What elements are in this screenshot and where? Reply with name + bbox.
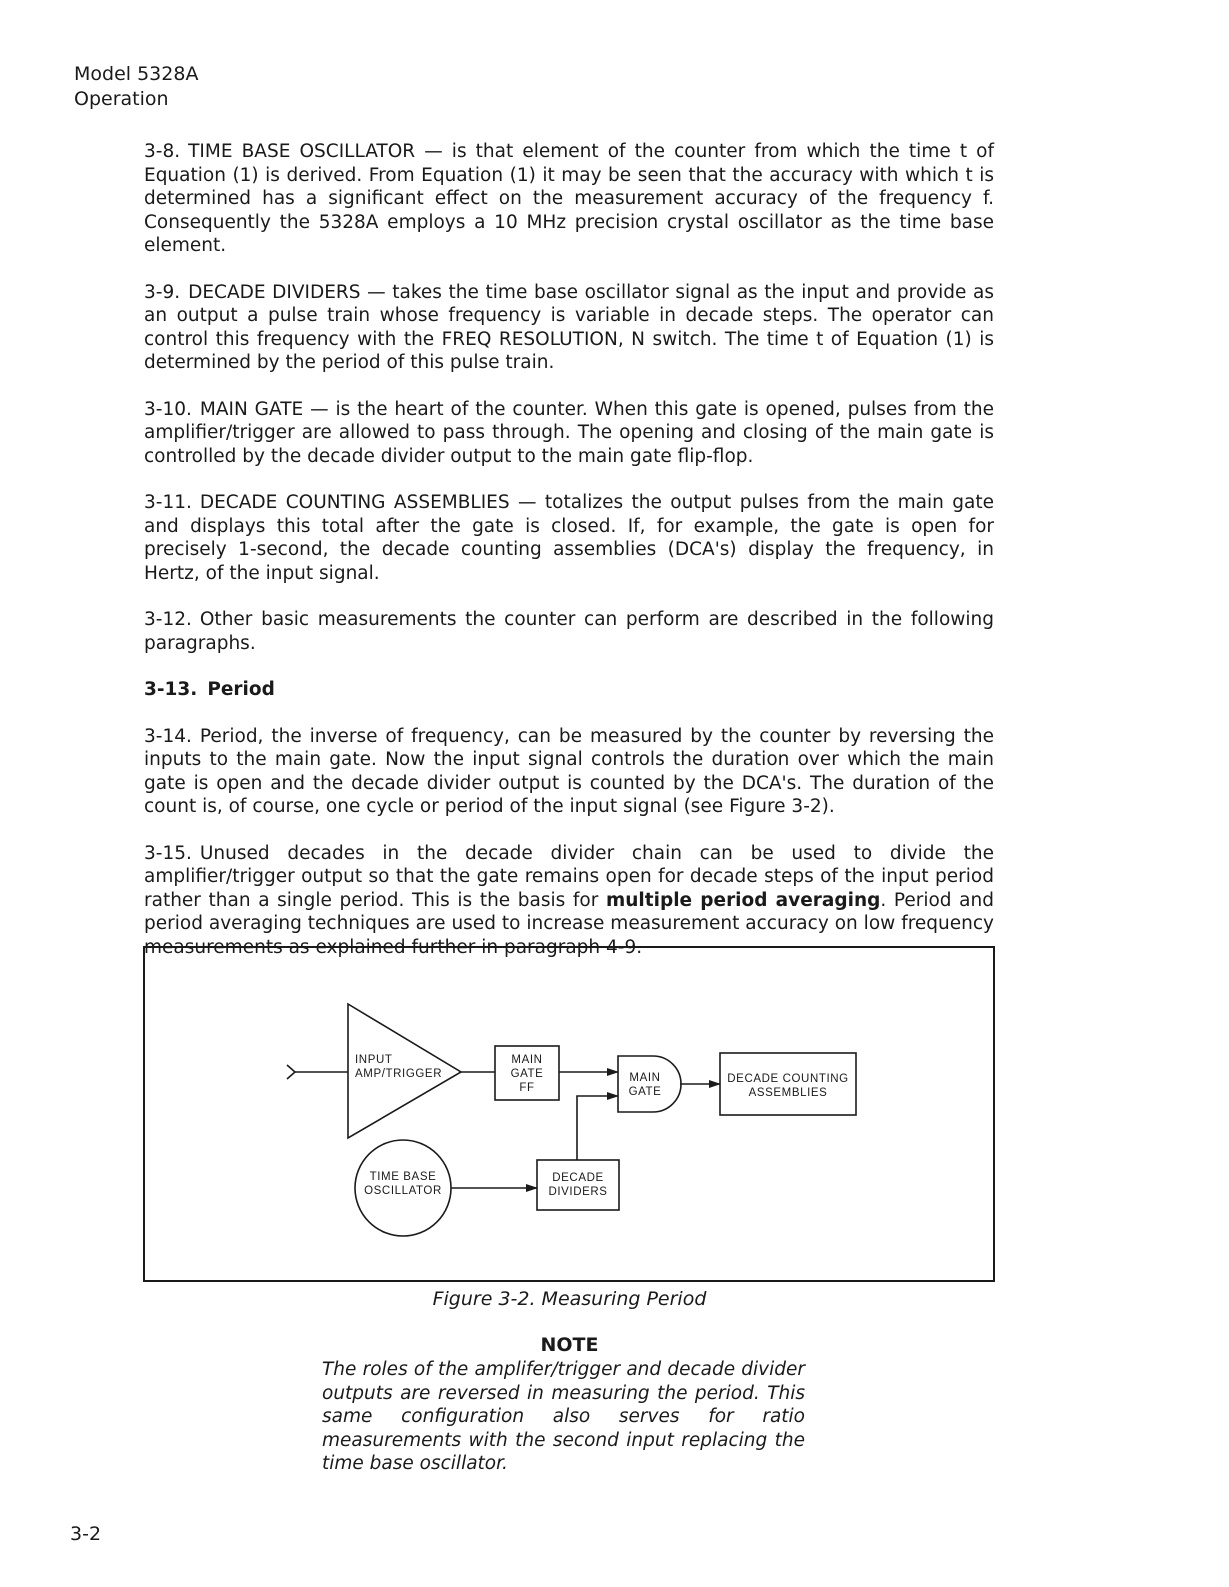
paragraph-text: Period, the inverse of frequency, can be measured by the counter by reversing the inputs to the main gate. Now the input signal controls the duration over which the main gate is open and the decade divider output is counted by the DCA's. The duration of the count is, of course, one cycle or period of the input signal (see Figure 3-2). <box>144 725 994 817</box>
dca-label-line1: DECADE COUNTING <box>727 1073 849 1085</box>
paragraph-text: TIME BASE OSCILLATOR — is that element of the counter from which the time t of Equation (1) is derived. From Equation (1) it may be seen that the accuracy with which t is determined has a significant effect on the measurement accuracy of the frequency f. Consequently the 5328A employs a 10 MHz precision crystal oscillator as the time base element. <box>144 141 994 256</box>
gate-label-line1: MAIN <box>629 1072 661 1084</box>
paragraph-3-10 <box>144 398 994 469</box>
paragraph-number: 3-10. <box>144 398 192 420</box>
input-terminal-symbol <box>287 1065 295 1079</box>
paragraph-3-14 <box>144 725 994 819</box>
paragraph-3-9 <box>144 281 994 375</box>
paragraph-3-15 <box>144 842 994 960</box>
tbo-label-line2: OSCILLATOR <box>364 1185 442 1197</box>
ff-label-line3: FF <box>519 1082 535 1094</box>
page-number: 3-2 <box>70 1523 102 1545</box>
note-title: NOTE <box>540 1334 599 1356</box>
paragraph-number: 3-9. <box>144 281 181 303</box>
paragraph-text: Other basic measurements the counter can perform are described in the following paragraphs. <box>144 609 994 654</box>
paragraph-bold-term: multiple period averaging <box>605 889 881 911</box>
paragraph-3-8 <box>144 140 994 258</box>
paragraph-number: 3-11. <box>144 492 192 513</box>
main-gate-block <box>618 1056 681 1112</box>
section-heading-title: Period <box>207 679 275 700</box>
section-label: Operation <box>74 88 169 110</box>
paragraph-text: DECADE COUNTING ASSEMBLIES — totalizes the output pulses from the main gate and displays this total after the gate is closed. If, for example, the gate is open for precisely 1-second, the decade counting assemblies (DCA's) display the frequency, in Hertz, of the input signal. <box>144 492 994 584</box>
ff-label-line2: GATE <box>510 1068 544 1080</box>
note-text: The roles of the amplifer/trigger and decade divider outputs are reversed in measuring the period. This same configuration also serves for ratio measurements with the second input replacing the time base oscillator. <box>322 1359 805 1474</box>
paragraph-number: 3-15. <box>144 842 192 864</box>
paragraph-number: 3-8. <box>144 141 181 162</box>
paragraph-number: 3-12. <box>144 609 192 630</box>
paragraph-number: 3-14. <box>144 725 192 747</box>
section-heading-number: 3-13. <box>144 679 198 700</box>
dividers-to-gate-arrow <box>577 1096 618 1160</box>
section-heading <box>144 678 994 702</box>
dd-label-line1: DECADE <box>552 1172 604 1184</box>
model-label: Model 5328A <box>74 63 199 85</box>
dd-label-line2: DIVIDERS <box>548 1186 608 1198</box>
paragraph-text-after: . Period and period averaging techniques are used to increase measurement accuracy on low frequency measurements as explained further in paragraph 4-9. <box>144 889 994 958</box>
figure-3-2 <box>143 946 995 1282</box>
body-text <box>144 140 994 982</box>
paragraph-text: MAIN GATE — is the heart of the counter. When this gate is opened, pulses from the amplifier/trigger are allowed to pass through. The opening and closing of the main gate is controlled by the decade divider output to the main gate flip-flop. <box>144 398 994 467</box>
figure-caption: Figure 3-2. Measuring Period <box>432 1288 707 1310</box>
paragraph-text: DECADE DIVIDERS — takes the time base oscillator signal as the input and provide as an output a pulse train whose frequency is variable in decade steps. The operator can control this frequency with the FREQ RESOLUTION, N switch. The time t of Equation (1) is determined by the period of this pulse train. <box>144 281 994 373</box>
paragraph-3-11 <box>144 491 994 585</box>
amp-label-line2: AMP/TRIGGER <box>355 1068 443 1080</box>
amp-label-line1: INPUT <box>355 1054 393 1066</box>
block-diagram <box>145 948 997 1284</box>
page-header <box>74 62 198 112</box>
decade-dividers-block <box>537 1160 619 1210</box>
paragraph-text-before: Unused decades in the decade divider chain can be used to divide the amplifier/trigger output so that the gate remains open for decade steps of the input period rather than a single period. This is the basis for <box>144 842 994 911</box>
gate-label-line2: GATE <box>628 1086 662 1098</box>
tbo-label-line1: TIME BASE <box>369 1171 437 1183</box>
paragraph-3-12 <box>144 608 994 655</box>
ff-label-line1: MAIN <box>511 1054 543 1066</box>
dca-label-line2: ASSEMBLIES <box>748 1087 828 1099</box>
